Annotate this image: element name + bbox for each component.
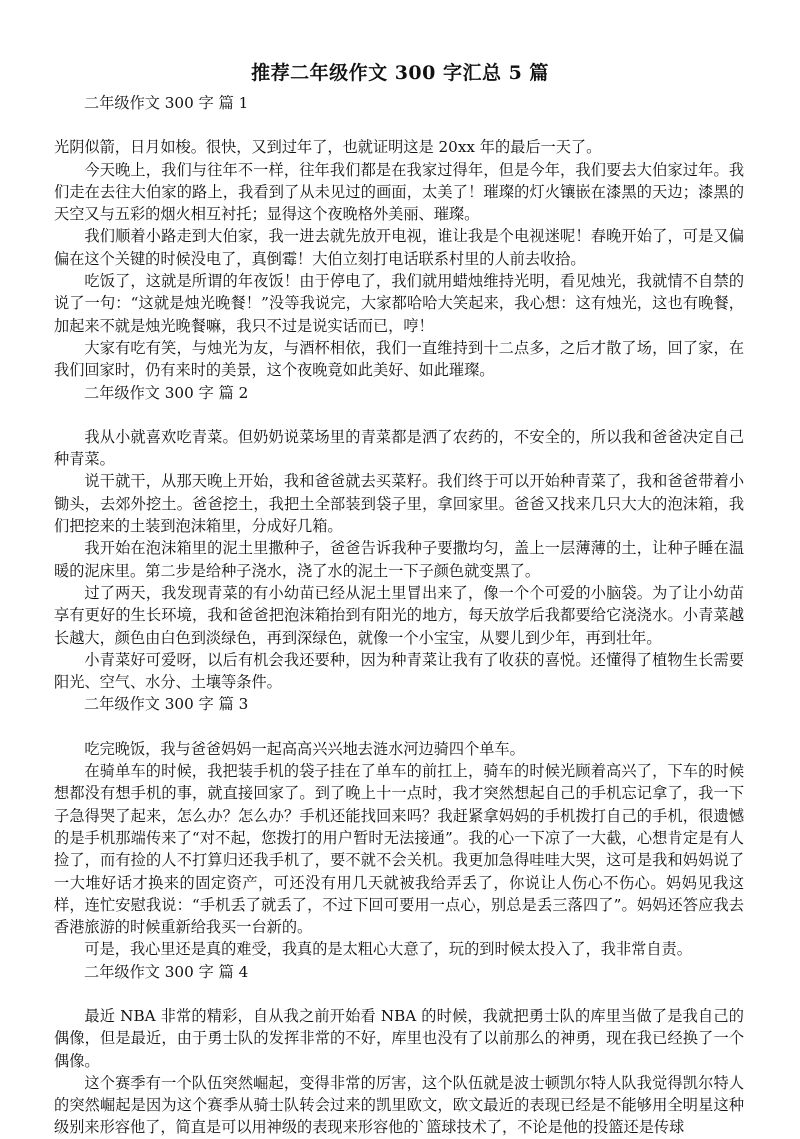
article-heading: 二年级作文 300 字 篇 3 [84,695,249,714]
article-2 [54,382,744,694]
article-1 [54,92,744,382]
paragraph: 光阴似箭，日月如梭。很快，又到过年了，也就证明这是 20xx 年的最后一天了。 [54,138,602,157]
paragraph: 我开始在泡沫箱里的泥土里撒种子，爸爸告诉我种子要撒均匀，盖上一层薄薄的土，让种子睡在温暖的泥床里。第二步是给种子浇水，浇了水的泥土一下子颜色就变黑了。 [54,539,744,580]
paragraph: 今天晚上，我们与往年不一样，往年我们都是在我家过得年，但是今年，我们要去大伯家过年。我们走在去往大伯家的路上，我看到了从未见过的画面，太美了！璀璨的灯火镶嵌在漆黑的天边；漆黑的天空又与五彩的烟火相互衬托；显得这个夜晚格外美丽、璀璨。 [54,160,744,224]
paragraph: 大家有吃有笑，与烛光为友，与酒杯相依，我们一直维持到十二点多，之后才散了场，回了家，在我们回家时，仍有来时的美景，这个夜晚竟如此美好、如此璀璨。 [54,338,744,380]
paragraph: 小青菜好可爱呀，以后有机会我还要种，因为种青菜让我有了收获的喜悦。还懂得了植物生长需要阳光、空气、水分、土壤等条件。 [54,650,744,692]
paragraph: 说干就干，从那天晚上开始，我和爸爸就去买菜籽。我们终于可以开始种青菜了，我和爸爸带着小锄头，去郊外挖土。爸爸挖土，我把土全部装到袋子里，拿回家里。爸爸又找来几只大大的泡沫箱，我们把挖来的土装到泡沫箱里，分成好几箱。 [54,472,744,536]
paragraph: 吃完晚饭，我与爸爸妈妈一起高高兴兴地去涟水河边骑四个单车。 [84,739,525,758]
article-heading: 二年级作文 300 字 篇 4 [84,962,249,981]
article-heading: 二年级作文 300 字 篇 1 [84,94,249,112]
paragraph: 最近 NBA 非常的精彩，自从我之前开始看 NBA 的时候，我就把勇士队的库里当做了是我自己的偶像，但是最近，由于勇士队的发挥非常的不好，库里也没有了以前那么的神勇，现在我已经换了一个偶像。 [54,1006,744,1070]
paragraph: 吃饭了，这就是所谓的年夜饭！由于停电了，我们就用蜡烛维持光明，看见烛光，我就情不自禁的说了一句：“这就是烛光晚餐！”没等我说完，大家都哈哈大笑起来，我心想：这有烛光，这也有晚餐，加起来不就是烛光晚餐嘛，我只不过是说实话而已，哼！ [54,272,744,335]
paragraph: 我们顺着小路走到大伯家，我一进去就先放开电视，谁让我是个电视迷呢！春晚开始了，可是又偏偏在这个关键的时候没电了，真倒霉！大伯立刻打电话联系村里的人前去收拾。 [54,227,744,268]
paragraph: 我从小就喜欢吃青菜。但奶奶说菜场里的青菜都是洒了农药的，不安全的，所以我和爸爸决定自己种青菜。 [54,427,744,469]
paragraph: 可是，我心里还是真的难受，我真的是太粗心大意了，玩的到时候太投入了，我非常自责。 [84,940,692,959]
document-body [54,92,744,1139]
paragraph: 在骑单车的时候，我把装手机的袋子挂在了单车的前扛上，骑车的时候光顾着高兴了，下车的时候想都没有想手机的事，就直接回家了。到了晚上十一点时，我才突然想起自己的手机忘记拿了，我一下子急得哭了起来，怎么办？怎么办？手机还能找回来吗？我赶紧拿妈妈的手机拨打自己的手机，很遗憾的是手机那端传来了“对不起，您拨打的用户暂时无法接通”。我的心一下凉了一大截，心想肯定是有人捡了，而有捡的人不打算归还我手机了，要不就不会关机。我更加急得哇哇大哭，这可是我和妈妈说了一大堆好话才换来的固定资产，可还没有用几天就被我给弄丢了，你说让人伤心不伤心。妈妈见我这样，连忙安慰我说：“手机丢了就丢了，不过下回可要用一点心，别总是丢三落四了”。妈妈还答应我去香港旅游的时候重新给我买一台新的。 [54,762,744,937]
article-4 [54,961,744,1139]
paragraph: 这个赛季有一个队伍突然崛起，变得非常的厉害，这个队伍就是波士顿凯尔特人队我觉得凯尔特人的突然崛起是因为这个赛季从骑士队转会过来的凯里欧文，欧文最近的表现已经是不能够用全明星这种级别来形容他了，简直是可以用神级的表现来形容他的`篮球技术了，不论是他的投篮还是传球 [54,1073,744,1137]
paragraph: 过了两天，我发现青菜的有小幼苗已经从泥土里冒出来了，像一个个可爱的小脑袋。为了让小幼苗享有更好的生长环境，我和爸爸把泡沫箱抬到有阳光的地方，每天放学后我都要给它浇浇水。小青菜越长越大，颜色由白色到淡绿色，再到深绿色，就像一个小宝宝，从婴儿到少年，再到壮年。 [54,583,744,647]
article-3 [54,693,744,960]
article-heading: 二年级作文 300 字 篇 2 [84,383,249,402]
document-title: 推荐二年级作文 300 字汇总 5 篇 [251,62,549,84]
